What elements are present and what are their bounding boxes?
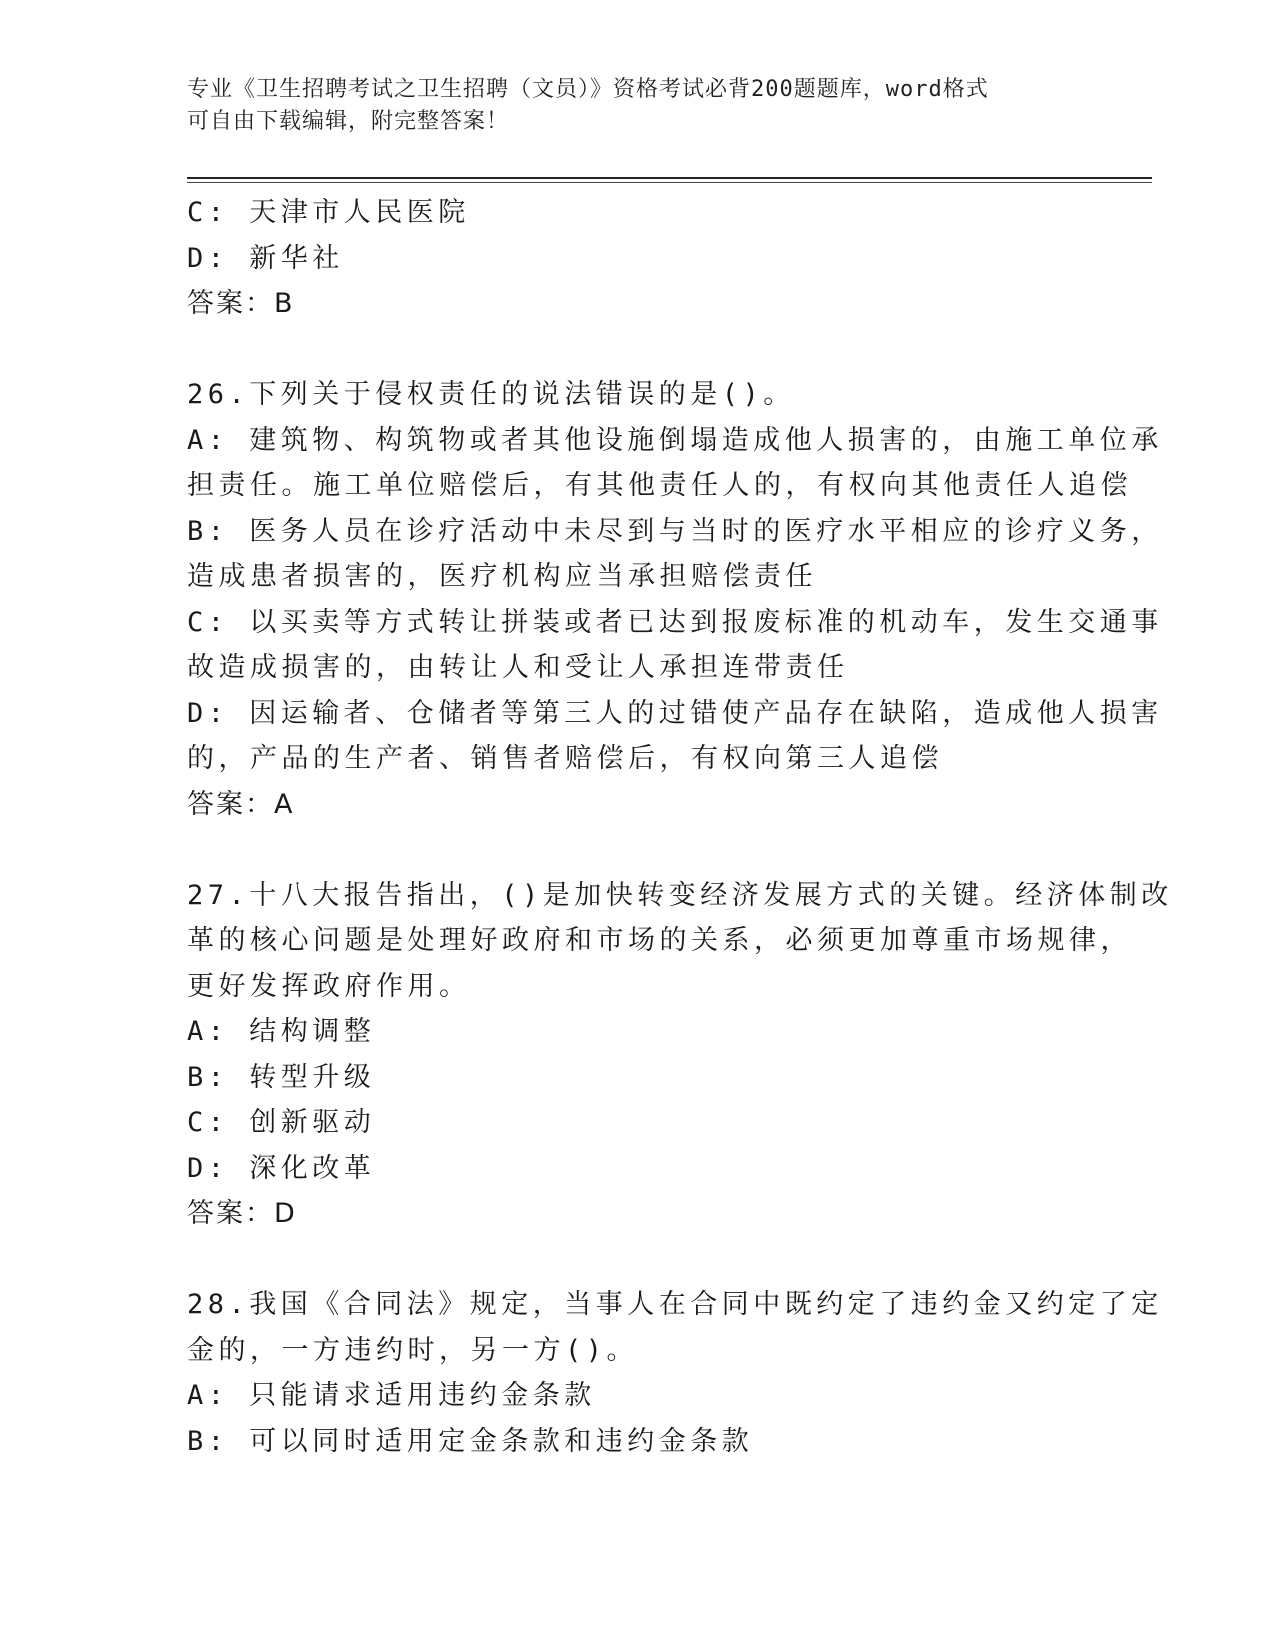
spacer	[187, 827, 1087, 873]
header-divider-thin	[187, 182, 1152, 183]
q26-answer: 答案：A	[187, 788, 295, 820]
document-header	[187, 74, 1067, 138]
spacer	[187, 327, 1087, 373]
q27-option-a: A: 结构调整	[187, 1016, 376, 1047]
spacer	[187, 1237, 1087, 1283]
header-line-1: 专业《卫生招聘考试之卫生招聘（文员）》资格考试必背200题题库，word格式	[187, 77, 989, 102]
q26-option-c-line-2: 故造成损害的，由转让人和受让人承担连带责任	[187, 652, 849, 683]
q26-option-a-line-1: A: 建筑物、构筑物或者其他设施倒塌造成他人损害的，由施工单位承	[187, 424, 1163, 456]
q27-option-b: B: 转型升级	[187, 1061, 376, 1093]
q27-option-c: C: 创新驱动	[187, 1107, 376, 1138]
q26-option-c-line-1: C: 以买卖等方式转让拼装或者已达到报废标准的机动车，发生交通事	[187, 606, 1163, 638]
q28-stem-line-1: 28.我国《合同法》规定，当事人在合同中既约定了违约金又约定了定	[187, 1289, 1163, 1320]
question-28	[187, 1282, 1163, 1464]
header-line-2: 可自由下载编辑，附完整答案！	[187, 109, 510, 134]
q25-answer: 答案：B	[187, 288, 295, 319]
question-25	[187, 190, 1087, 327]
q27-option-d: D: 深化改革	[187, 1152, 376, 1184]
q26-option-d-line-1: D: 因运输者、仓储者等第三人的过错使产品存在缺陷，造成他人损害	[187, 697, 1163, 729]
q28-stem-line-2: 金的，一方违约时，另一方()。	[187, 1334, 639, 1366]
q25-option-c: C: 天津市人民医院	[187, 197, 470, 228]
q27-answer: 答案：D	[187, 1198, 297, 1229]
q26-stem: 26.下列关于侵权责任的说法错误的是()。	[187, 379, 795, 410]
q26-option-a-line-2: 担责任。施工单位赔偿后，有其他责任人的，有权向其他责任人追偿	[187, 470, 1132, 501]
question-26	[187, 372, 1163, 827]
q27-stem-line-2: 革的核心问题是处理好政府和市场的关系，必须更加尊重市场规律，	[187, 925, 1132, 956]
q25-option-d: D: 新华社	[187, 242, 344, 274]
q27-stem-line-3: 更好发挥政府作用。	[187, 970, 471, 1002]
q26-option-b-line-2: 造成患者损害的，医疗机构应当承担赔偿责任	[187, 561, 817, 592]
q27-stem-line-1: 27.十八大报告指出，()是加快转变经济发展方式的关键。经济体制改	[187, 879, 1173, 911]
question-content	[187, 190, 1173, 1464]
q28-option-a: A: 只能请求适用违约金条款	[187, 1380, 596, 1411]
question-27	[187, 873, 1173, 1237]
q26-option-b-line-1: B: 医务人员在诊疗活动中未尽到与当时的医疗水平相应的诊疗义务，	[187, 515, 1163, 547]
q28-option-b: B: 可以同时适用定金条款和违约金条款	[187, 1425, 754, 1457]
q26-option-d-line-2: 的，产品的生产者、销售者赔偿后，有权向第三人追偿	[187, 743, 943, 774]
header-divider-thick	[187, 177, 1152, 179]
